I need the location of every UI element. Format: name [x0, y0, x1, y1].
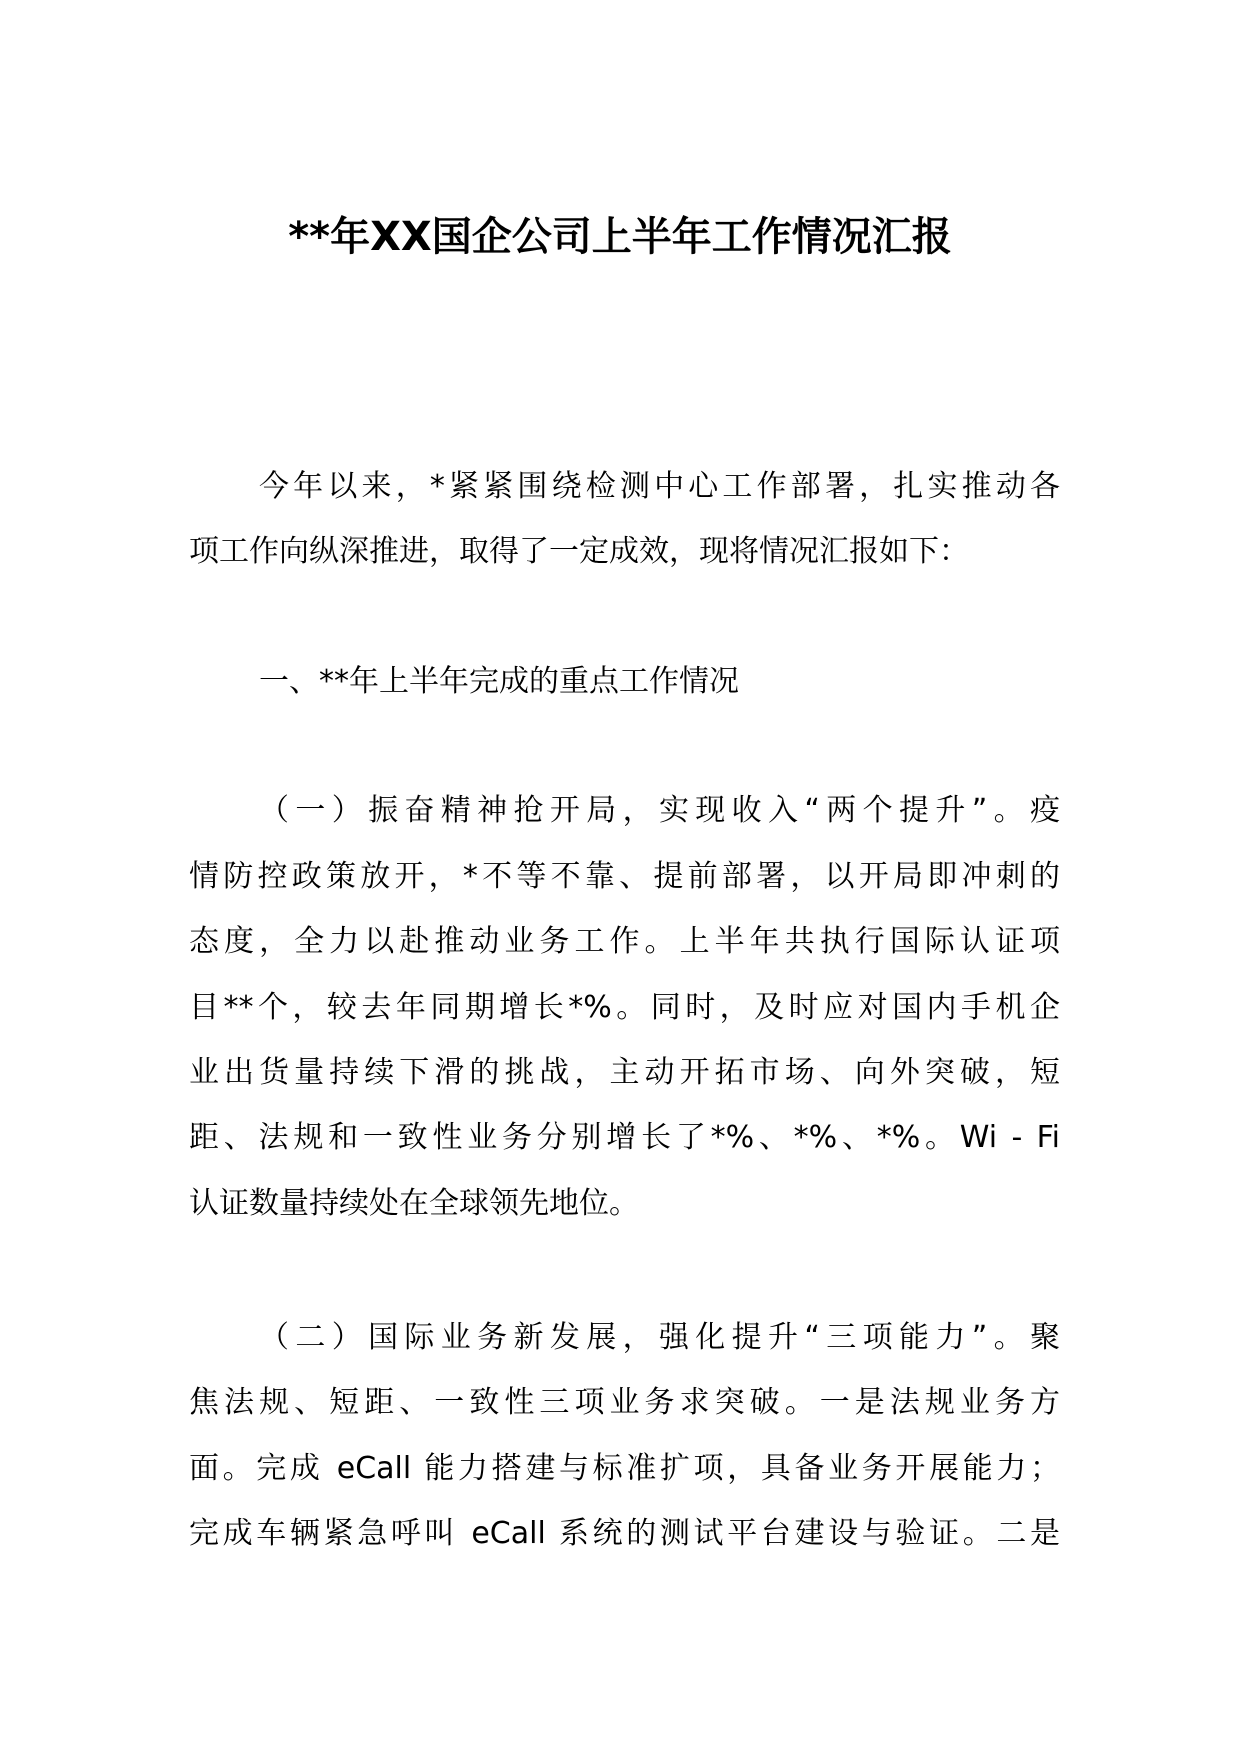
paragraph-line: 认证数量持续处在全球领先地位。 [189, 1186, 639, 1221]
document-title: **年XX国企公司上半年工作情况汇报 [288, 214, 952, 260]
paragraph-line: 业出货量持续下滑的挑战，主动开拓市场、向外突破，短 [189, 1055, 1060, 1090]
paragraph-line: 完成车辆紧急呼叫 eCall 系统的测试平台建设与验证。二是 [189, 1516, 1060, 1551]
paragraph-line: 面。完成 eCall 能力搭建与标准扩项，具备业务开展能力； [189, 1451, 1060, 1486]
paragraph-line: （一）振奋精神抢开局，实现收入“两个提升”。疫 [259, 793, 1060, 828]
paragraph-line: 焦法规、短距、一致性三项业务求突破。一是法规业务方 [189, 1385, 1060, 1420]
paragraph-line: 今年以来，*紧紧围绕检测中心工作部署，扎实推动各 [259, 469, 1060, 504]
paragraph-line: 态度，全力以赴推动业务工作。上半年共执行国际认证项 [189, 924, 1060, 959]
paragraph-line: 距、法规和一致性业务分别增长了*%、*%、*%。Wi - Fi [189, 1120, 1060, 1155]
section-heading: 一、**年上半年完成的重点工作情况 [259, 664, 739, 699]
paragraph-line: 项工作向纵深推进，取得了一定成效，现将情况汇报如下： [189, 534, 969, 569]
paragraph-line: （二）国际业务新发展，强化提升“三项能力”。聚 [259, 1320, 1060, 1355]
paragraph-line: 情防控政策放开，*不等不靠、提前部署，以开局即冲刺的 [189, 859, 1060, 894]
paragraph-line: 目**个，较去年同期增长*%。同时，及时应对国内手机企 [189, 990, 1060, 1025]
